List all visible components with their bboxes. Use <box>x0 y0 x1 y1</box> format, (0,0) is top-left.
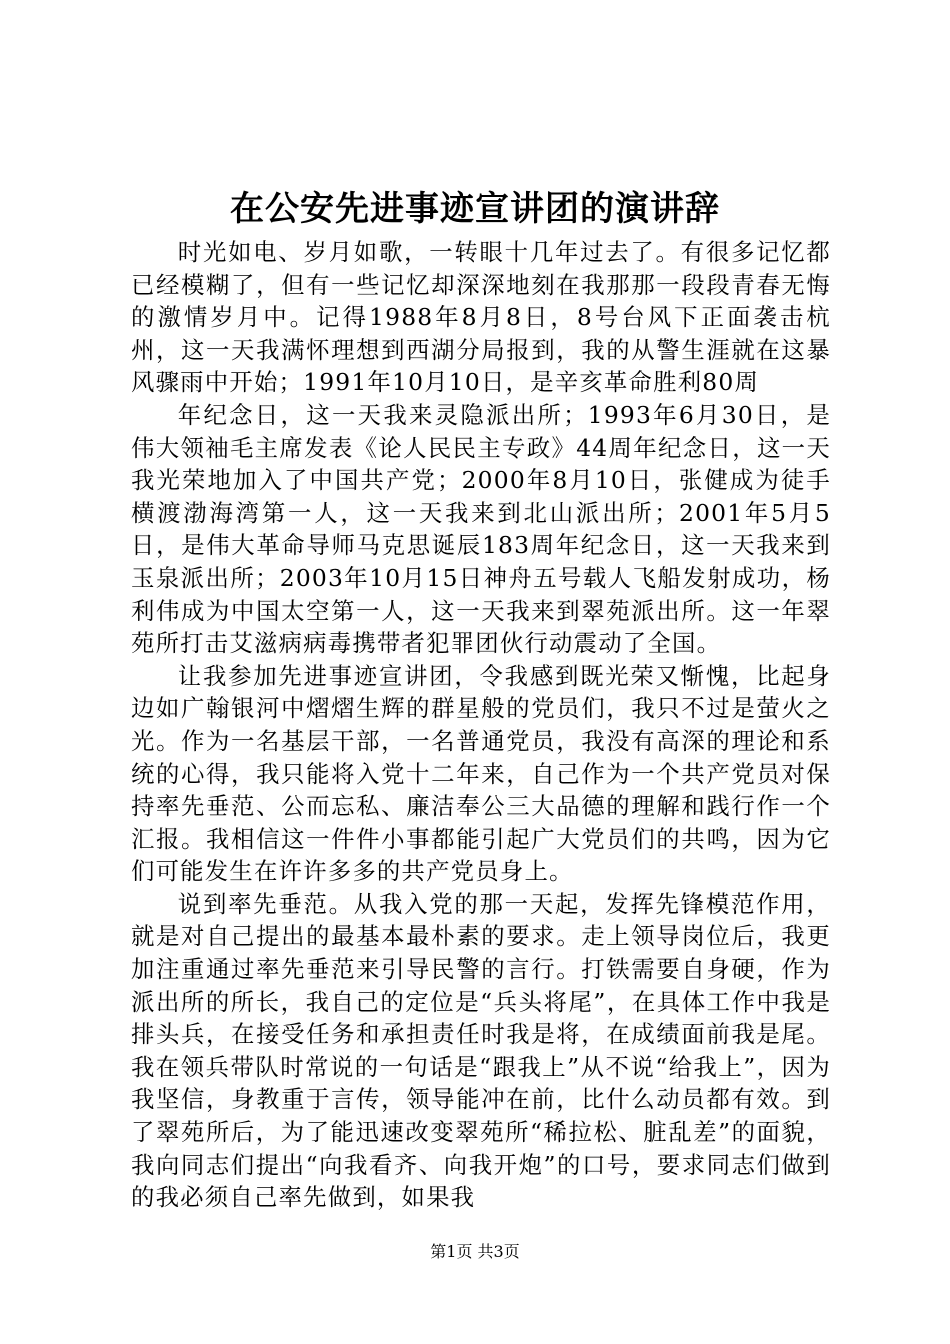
paragraph-1: 时光如电、岁月如歌，一转眼十几年过去了。有很多记忆都已经模糊了，但有一些记忆却深深地刻在我那那一段段青春无悔的激情岁月中。记得1988年8月8日，8号台风下正面袭击杭州，这一天我满怀理想到西湖分局报到，我的从警生涯就在这暴风骤雨中开始；1991年10月10日，是辛亥革命胜利80周 <box>131 238 831 397</box>
document-title: 在公安先进事迹宣讲团的演讲辞 <box>230 189 720 229</box>
paragraph-4: 说到率先垂范。从我入党的那一天起，发挥先锋模范作用，就是对自己提出的最基本最朴素的要求。走上领导岗位后，我更加注重通过率先垂范来引导民警的言行。打铁需要自身硬，作为派出所的所长，我自己的定位是“兵头将尾”，在具体工作中我是排头兵，在接受任务和承担责任时我是将，在成绩面前我是尾。我在领兵带队时常说的一句话是“跟我上”从不说“给我上”，因为我坚信，身教重于言传，领导能冲在前，比什么动员都有效。到了翠苑所后，为了能迅速改变翠苑所“稀拉松、脏乱差”的面貌，我向同志们提出“向我看齐、向我开炮”的口号，要求同志们做到的我必须自己率先做到，如果我 <box>131 889 831 1212</box>
page-number-footer: 第1页 共3页 <box>430 1242 520 1261</box>
document-body <box>131 236 831 1214</box>
paragraph-3: 让我参加先进事迹宣讲团，令我感到既光荣又惭愧，比起身边如广翰银河中熠熠生辉的群星般的党员们，我只不过是萤火之光。作为一名基层干部，一名普通党员，我没有高深的理论和系统的心得，我只能将入党十二年来，自己作为一个共产党员对保持率先垂范、公而忘私、廉洁奉公三大品德的理解和践行作一个汇报。我相信这一件件小事都能引起广大党员们的共鸣，因为它们可能发生在许许多多的共产党员身上。 <box>131 661 831 886</box>
paragraph-2: 年纪念日，这一天我来灵隐派出所；1993年6月30日，是伟大领袖毛主席发表《论人民民主专政》44周年纪念日，这一天我光荣地加入了中国共产党；2000年8月10日，张健成为徒手横渡渤海湾第一人，这一天我来到北山派出所；2001年5月5日，是伟大革命导师马克思诞辰183周年纪念日，这一天我来到玉泉派出所；2003年10月15日神舟五号载人飞船发射成功，杨利伟成为中国太空第一人，这一天我来到翠苑派出所。这一年翠苑所打击艾滋病病毒携带者犯罪团伙行动震动了全国。 <box>131 400 831 658</box>
